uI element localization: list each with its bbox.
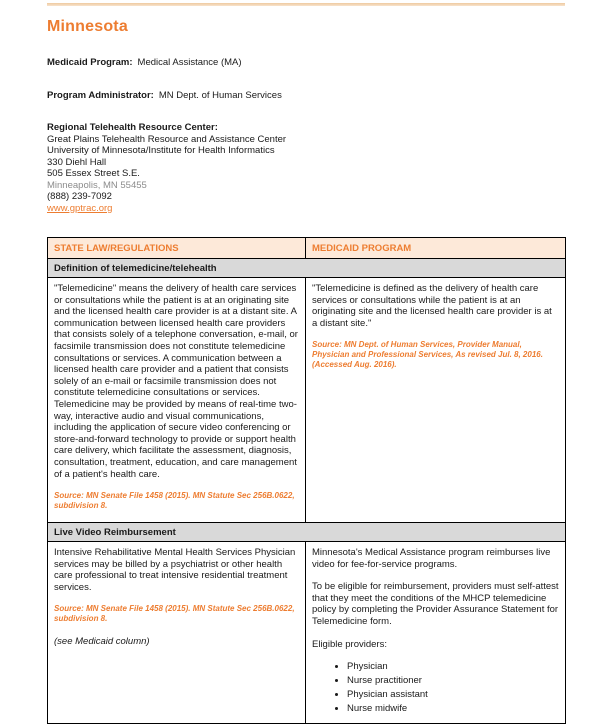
resource-center-phone: (888) 239-7092: [47, 191, 112, 202]
cell-live-video-state-law: [48, 542, 306, 724]
cell-definition-state-law: [48, 278, 306, 523]
resource-center-label: Regional Telehealth Resource Center:: [47, 122, 218, 133]
cell-live-video-medicaid: [306, 542, 566, 724]
section-heading-live-video: Live Video Reimbursement: [48, 523, 566, 542]
see-medicaid-column-note: (see Medicaid column): [54, 635, 150, 647]
resource-center-line: Great Plains Telehealth Resource and Assistance Center: [47, 133, 287, 145]
medicaid-program-line: [47, 57, 565, 69]
live-video-state-law-text: Intensive Rehabilitative Mental Health Services Physician services may be billed by a psychiatrist or other health care professional to treat intensive residential treatment services.: [54, 547, 296, 593]
program-administrator-line: [47, 90, 565, 102]
cell-definition-medicaid: [306, 278, 566, 523]
program-administrator-value: MN Dept. of Human Services: [158, 89, 282, 101]
section-heading-definition: Definition of telemedicine/telehealth: [48, 259, 566, 278]
document-content: [47, 0, 565, 724]
resource-center-line: 505 Essex Street S.E.: [47, 168, 140, 179]
medicaid-program-value: Medical Assistance (MA): [137, 57, 242, 68]
table-row: [48, 278, 566, 523]
page-title: Minnesota: [47, 18, 128, 35]
resource-center-block: [47, 122, 565, 214]
resource-center-line: Minneapolis, MN 55455: [47, 179, 147, 191]
definition-state-law-source: Source: MN Senate File 1458 (2015). MN Statute Sec 256B.0622, subdivision 8.: [54, 491, 295, 510]
live-video-medicaid-paragraph: To be eligible for reimbursement, providers must self-attest that they meet the conditions of the MHCP telemedicine policy by completing the Provider Assurance Statement for Telemedicine form.: [312, 581, 559, 627]
section-row-definition: [48, 259, 566, 278]
medicaid-program-label: Medicaid Program:: [47, 57, 133, 68]
program-administrator-label: Program Administrator:: [47, 89, 154, 101]
eligible-providers-list: [312, 661, 559, 715]
provider-list-item: • Physician: [347, 661, 559, 673]
column-header-medicaid: MEDICAID PROGRAM: [306, 238, 566, 259]
provider-list-item: • Nurse practitioner: [347, 675, 559, 687]
column-header-state-law: STATE LAW/REGULATIONS: [48, 238, 306, 259]
definition-medicaid-text: "Telemedicine is defined as the delivery of health care services or consultations while the patient is at an originating site and the licensed health care provider is at a distant site.": [312, 283, 552, 329]
eligible-providers-label: Eligible providers:: [312, 638, 387, 650]
provider-list-item: • Nurse midwife: [347, 703, 559, 715]
live-video-state-law-source: Source: MN Senate File 1458 (2015). MN Statute Sec 256B.0622, subdivision 8.: [54, 604, 295, 623]
provider-list-item: • Physician assistant: [347, 689, 559, 701]
definition-state-law-text: "Telemedicine" means the delivery of health care services or consultations while the patient is at an originating site and the licensed health care provider is at a distant site. A communication between licensed health care providers that consists solely of a telephone conversation, e-mail, or facsimile transmission does not constitute telemedicine consultations or services. A communication between a licensed health care provider and a patient that consists solely of an e-mail or facsimile transmission does not constitute telemedicine consultations or services. Telemedicine may be provided by means of real-time two-way, interactive audio and visual communications, including the application of secure video conferencing or store-and-forward technology to provide or support health care delivery, which facilitate the assessment, diagnosis, consultation, treatment, education, and care management of a patient's health care.: [54, 283, 298, 480]
resource-center-website-link[interactable]: www.gptrac.org: [47, 202, 113, 214]
definition-medicaid-source: Source: MN Dept. of Human Services, Provider Manual, Physician and Professional Services, As revised Jul. 8, 2016. (Accessed Aug. 2016).: [312, 340, 543, 369]
resource-center-line: 330 Diehl Hall: [47, 156, 107, 168]
table-row: [48, 542, 566, 724]
resource-center-line: University of Minnesota/Institute for Health Informatics: [47, 145, 275, 156]
section-row-live-video: [48, 523, 566, 542]
state-law-medicaid-table: [47, 237, 566, 724]
table-header-row: [48, 238, 566, 259]
live-video-medicaid-paragraph: Minnesota's Medical Assistance program reimburses live video for fee-for-service programs.: [312, 547, 551, 570]
